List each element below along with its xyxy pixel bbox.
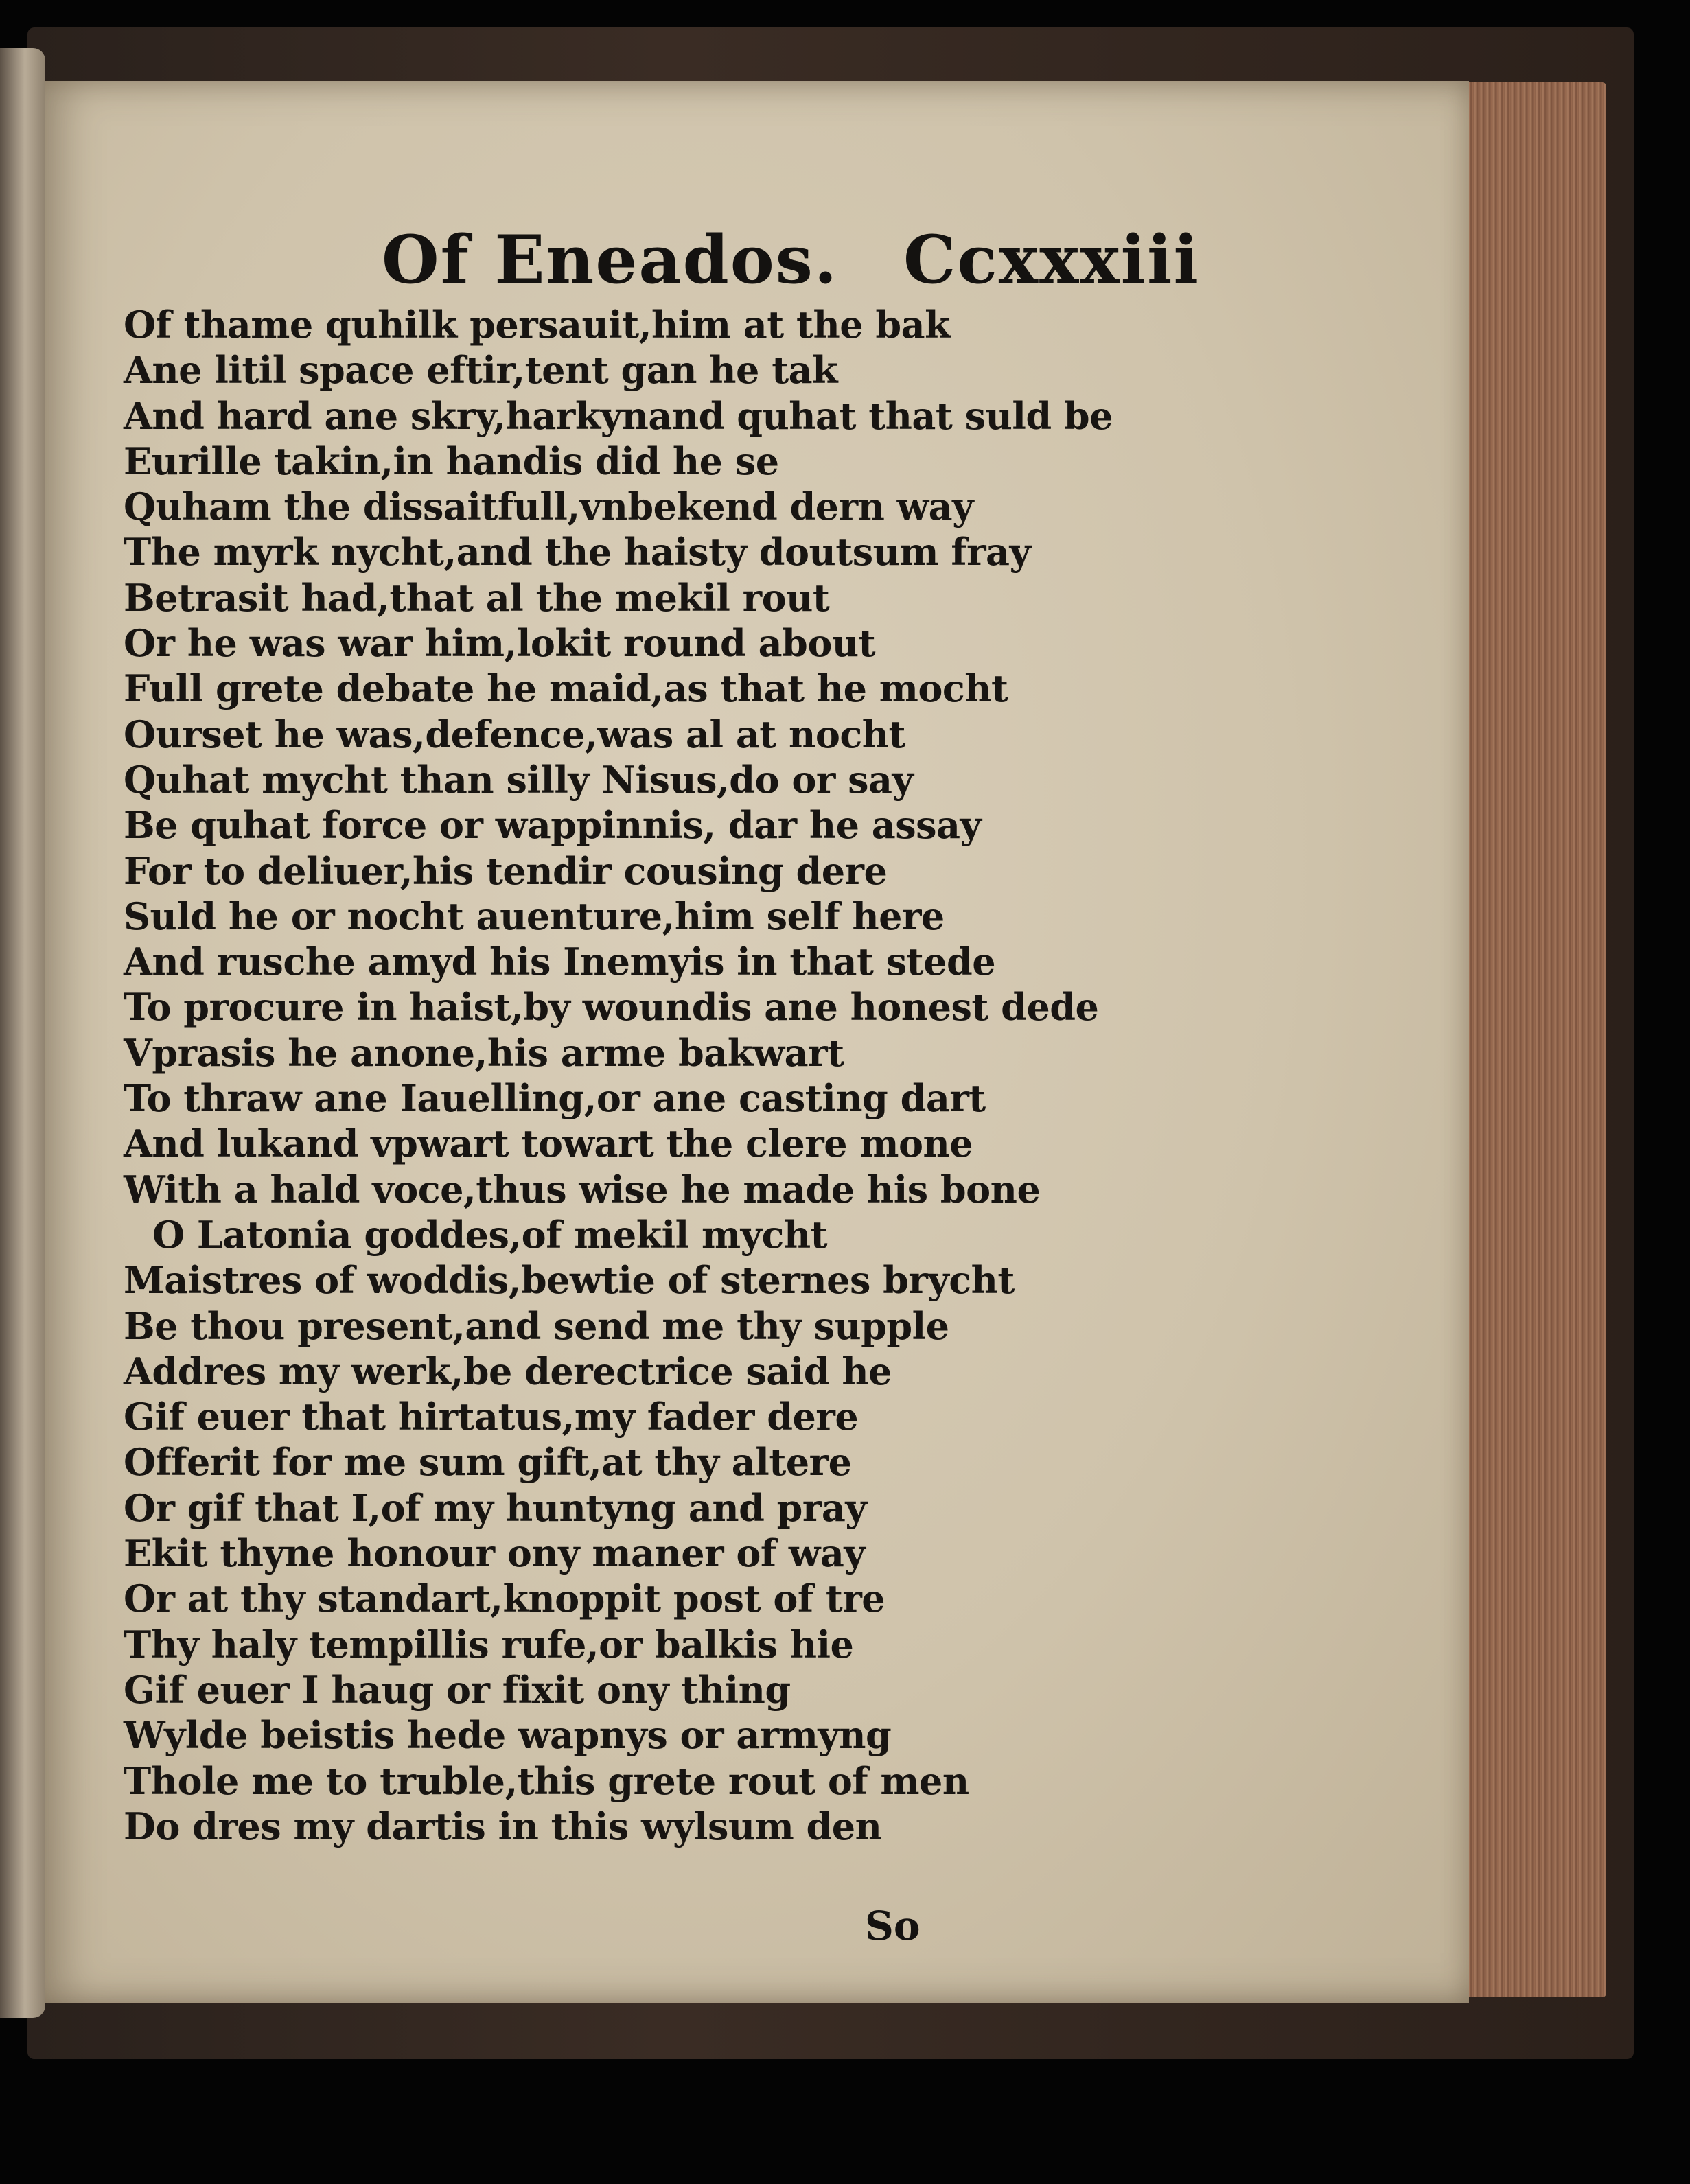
verse-line: Ane litil space eftir,tent gan he tak	[124, 348, 838, 393]
verse-line: Full grete debate he maid,as that he mocht	[124, 666, 1008, 711]
verse-line: Vprasis he anone,his arme bakwart	[124, 1030, 844, 1075]
verse-line: For to deliuer,his tendir cousing dere	[124, 848, 888, 893]
verse-line: Eurille takin,in handis did he se	[124, 439, 779, 483]
verse-line: Betrasit had,that al the mekil rout	[124, 575, 830, 620]
verse-line: The myrk nycht,and the haisty doutsum fray	[124, 530, 1031, 574]
verse-line: Do dres my dartis in this wylsum den	[124, 1804, 882, 1848]
verse-line: Or he was war him,lokit round about	[124, 621, 876, 666]
verse-line: Of thame quhilk persauit,him at the bak	[124, 303, 951, 347]
running-title: Of Eneados.	[382, 221, 839, 299]
verse-line: Wylde beistis hede wapnys or armyng	[124, 1713, 892, 1758]
verse-line: Gif euer I haug or fixit ony thing	[124, 1667, 791, 1712]
book-page	[41, 81, 1469, 2003]
verse-line: Offerit for me sum gift,at thy altere	[124, 1440, 852, 1485]
verse-line: Thole me to truble,this grete rout of men	[124, 1758, 969, 1803]
verse-text	[124, 302, 1113, 1849]
verse-line: Addres my werk,be derectrice said he	[124, 1349, 892, 1393]
verse-line: Thy haly tempillis rufe,or balkis hie	[124, 1622, 854, 1666]
verse-line: Gif euer that hirtatus,my fader dere	[124, 1395, 859, 1439]
verse-line: And hard ane skry,harkynand quhat that suld be	[124, 393, 1113, 438]
verse-line: To procure in haist,by woundis ane honest dede	[124, 985, 1099, 1030]
verse-line: Be quhat force or wappinnis, dar he assay	[124, 803, 982, 848]
catchword: So	[865, 1903, 921, 1949]
verse-line: Ekit thyne honour ony maner of way	[124, 1531, 866, 1576]
verse-line: And lukand vpwart towart the clere mone	[124, 1122, 973, 1166]
verse-line: Quham the dissaitfull,vnbekend dern way	[124, 485, 974, 529]
verse-line: To thraw ane Iauelling,or ane casting dart	[124, 1076, 986, 1121]
verse-line: Or at thy standart,knoppit post of tre	[124, 1577, 885, 1621]
verse-line: With a hald voce,thus wise he made his bone	[124, 1167, 1041, 1211]
verse-line: Ourset he was,defence,was al at nocht	[124, 712, 905, 756]
folio-number: Ccxxxiii	[903, 221, 1200, 299]
verse-line: And rusche amyd his Inemyis in that stede	[124, 940, 996, 984]
facing-page-edge	[0, 48, 45, 2018]
verse-line: Be thou present,and send me thy supple	[124, 1303, 949, 1348]
page-fore-edge	[1448, 82, 1606, 1997]
verse-line: Or gif that I,of my huntyng and pray	[124, 1485, 867, 1530]
verse-line: O Latonia goddes,of mekil mycht	[152, 1212, 828, 1257]
verse-line: Maistres of woddis,bewtie of sternes brycht	[124, 1258, 1015, 1303]
verse-line: Quhat mycht than silly Nisus,do or say	[124, 757, 914, 802]
verse-line: Suld he or nocht auenture,him self here	[124, 894, 945, 938]
